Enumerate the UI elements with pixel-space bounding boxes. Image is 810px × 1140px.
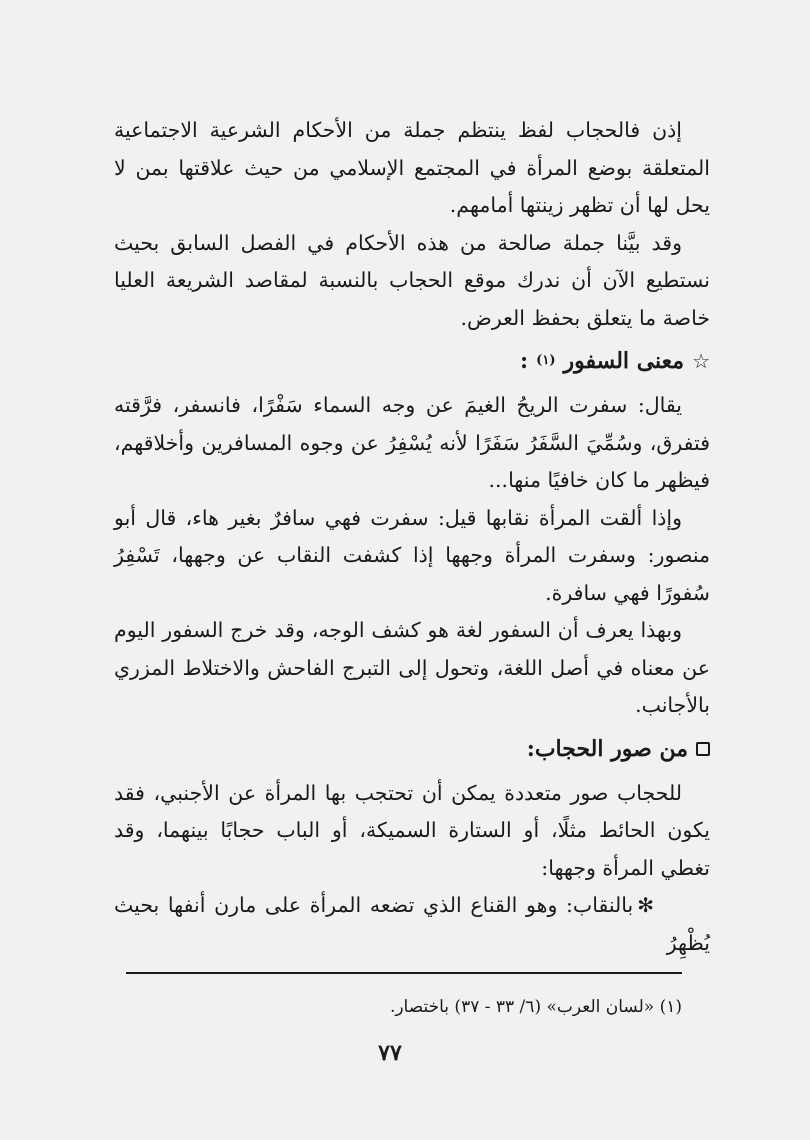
asterisk-icon: ✻ — [637, 893, 654, 917]
page-number: ٧٧ — [378, 1040, 402, 1066]
paragraph-intro-hijab: إذن فالحجاب لفظ ينتظم جملة من الأحكام الشرعية الاجتماعية المتعلقة بوضع المرأة في المجتمع الإسلامي من حيث علاقتها بمن لا يحل لها أن تظهر زينتها أمامهم. — [114, 118, 710, 217]
paragraph-sufur-definition: يقال: سفرت الريحُ الغيمَ عن وجه السماء سَفْرًا، فانسفر، فرَّقته فتفرق، وسُمِّيَ السَّفَرُ سَفَرًا لأنه يُسْفِرُ عن وجوه المسافرين وأخلاقهم، فيظهر ما كان خافيًا منها... — [114, 393, 710, 492]
section-heading-sufur: ☆ معنى السفور (١) : — [114, 341, 710, 381]
footnote-divider — [126, 972, 682, 974]
heading-sufur-text: معنى السفور — [563, 348, 685, 374]
paragraph-sufur-woman: وإذا ألقت المرأة نقابها قيل: سفرت فهي سافرٌ بغير هاء، قال أبو منصور: وسفرت المرأة وجهها إذا كشفت النقاب عن وجهها، تَسْفِرُ سُفورًا فهي سافرة. — [114, 505, 710, 605]
paragraph-hijab-forms: للحجاب صور متعددة يمكن أن تحتجب بها المرأة عن الأجنبي، فقد يكون الحائط مثلًا، أو الستارة السميكة، أو الباب حجابًا بينهما، وقد تغطي المرأة وجهها: — [114, 780, 710, 880]
paragraph-niqab — [114, 887, 710, 962]
heading-hijab-forms-text: من صور الحجاب: — [526, 735, 688, 762]
paragraph-previous-chapter: وقد بيَّنا جملة صالحة من هذه الأحكام في الفصل السابق بحيث نستطيع الآن أن ندرك موقع الحجاب بالنسبة لمقاصد الشريعة العليا خاصة ما يتعلق بحفظ العرض. — [114, 230, 710, 330]
star-outline-icon: ☆ — [692, 349, 710, 373]
niqab-text: بالنقاب: وهو القناع الذي تضعه المرأة على مارن أنفها بحيث يُظْهِرُ — [114, 893, 710, 955]
footnote: (١) «لسان العرب» (٦/ ٣٣ - ٣٧) باختصار. — [389, 997, 682, 1017]
main-text — [114, 112, 710, 962]
heading-colon: : — [520, 348, 529, 374]
paragraph-sufur-meaning: وبهذا يعرف أن السفور لغة هو كشف الوجه، وقد خرج السفور اليوم عن معناه في أصل اللغة، وتحول إلى التبرج الفاحش والاختلاط المزري بالأجانب. — [114, 618, 710, 717]
section-heading-hijab-forms — [114, 729, 710, 769]
square-box-icon — [696, 742, 710, 756]
